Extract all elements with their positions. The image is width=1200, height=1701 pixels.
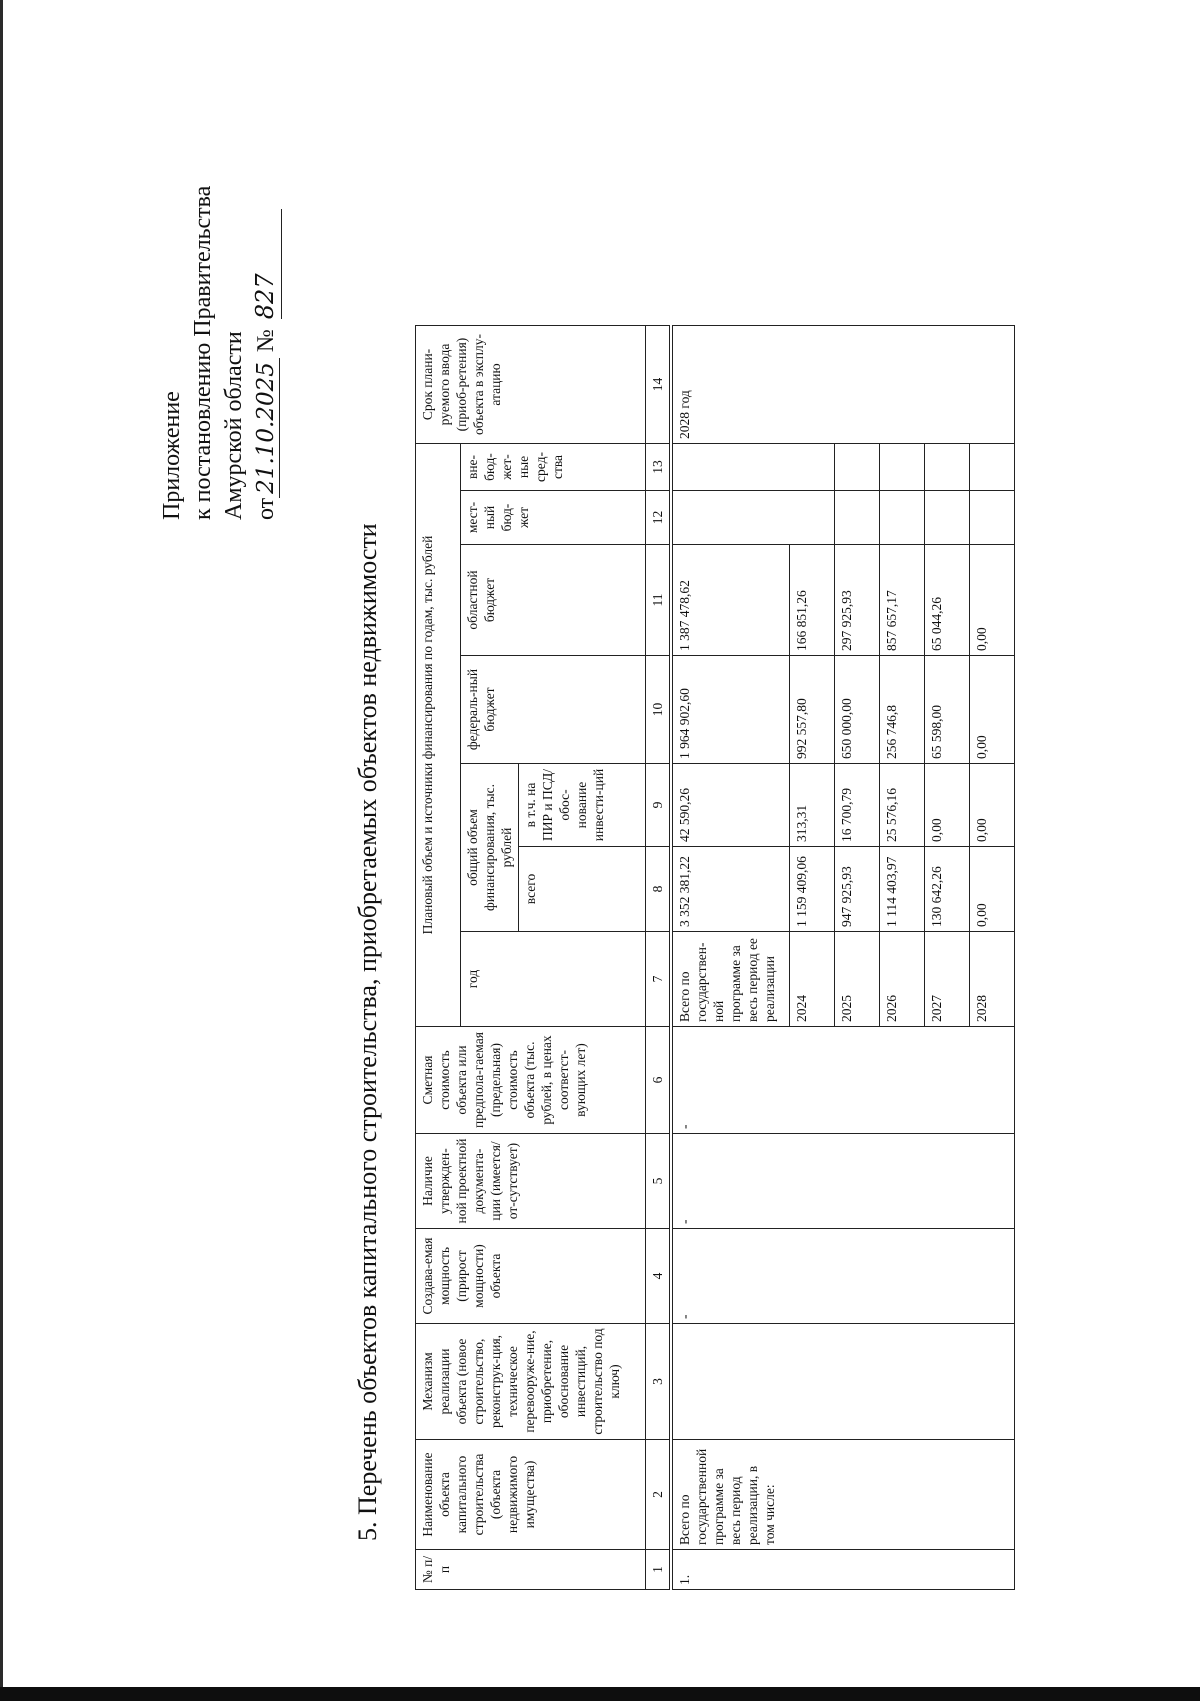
- objects-table: [415, 325, 1015, 1590]
- pir-cell: 0,00: [925, 764, 970, 847]
- year-cell: 2027: [925, 932, 970, 1027]
- extra-cell: [925, 444, 970, 491]
- header-extrabudget: вне-бюд-жет-ные сред-ства: [461, 444, 646, 491]
- column-number: 5: [646, 1134, 672, 1229]
- federal-cell: 992 557,80: [790, 656, 835, 764]
- header-total: всего: [519, 847, 646, 932]
- header-year: год: [461, 932, 646, 1027]
- federal-cell: 65 598,00: [925, 656, 970, 764]
- regional-cell: 166 851,26: [790, 545, 835, 656]
- local-cell: [835, 491, 880, 545]
- approval-line-1: к постановлению Правительства: [190, 185, 216, 520]
- pir-cell: 0,00: [970, 764, 1015, 847]
- header-regional: областной бюджет: [461, 545, 646, 656]
- row-capacity: -: [671, 1229, 1015, 1324]
- column-number: 10: [646, 656, 672, 764]
- header-local: мест-ный бюд-жет: [461, 491, 646, 545]
- header-incl-pir: в т.ч. на ПИР и ПСД/ обос-нование инвести-ций: [519, 764, 646, 847]
- pir-cell: 313,31: [790, 764, 835, 847]
- header-num: № п/п: [416, 1550, 646, 1590]
- row-cost: -: [671, 1027, 1015, 1134]
- column-number: 1: [646, 1550, 672, 1590]
- row-mechanism: [671, 1324, 1015, 1440]
- federal-cell: 256 746,8: [880, 656, 925, 764]
- total-cell: 130 642,26: [925, 847, 970, 932]
- federal-cell: 650 000,00: [835, 656, 880, 764]
- header-cost: Сметная стоимость объекта или предпола-гаемая (предельная) стоимость объекта (тыс. рублей, в ценах соответст-вующих лет): [416, 1027, 646, 1134]
- extra-cell: [671, 444, 835, 491]
- approval-date-line: [250, 100, 282, 520]
- total-cell: 947 925,93: [835, 847, 880, 932]
- total-cell: 0,00: [970, 847, 1015, 932]
- header-row-1: [416, 326, 461, 1590]
- row-docs: -: [671, 1134, 1015, 1229]
- header-docs: Наличие утвержден-ной проектной документа-ции (имеется/от-сутствует): [416, 1134, 646, 1229]
- column-number: 14: [646, 326, 672, 444]
- row-deadline: 2028 год: [671, 326, 1015, 444]
- header-federal: федераль-ный бюджет: [461, 656, 646, 764]
- column-number: 9: [646, 764, 672, 847]
- approval-block: [157, 100, 282, 520]
- pir-cell: 25 576,16: [880, 764, 925, 847]
- regional-cell: 0,00: [970, 545, 1015, 656]
- table-row: [671, 326, 790, 1590]
- column-number: 7: [646, 932, 672, 1027]
- column-number: 4: [646, 1229, 672, 1324]
- regional-cell: 297 925,93: [835, 545, 880, 656]
- total-cell: 3 352 381,22: [671, 847, 790, 932]
- year-cell: 2026: [880, 932, 925, 1027]
- pir-cell: 42 590,26: [671, 764, 790, 847]
- approval-line-2: Амурской области: [221, 331, 247, 520]
- header-name: Наименование объекта капитального строительства (объекта недвижимого имущества): [416, 1440, 646, 1550]
- regional-cell: 1 387 478,62: [671, 545, 790, 656]
- header-deadline: Срок плани-руемого ввода (приоб-ретения) объекта в эксплу-атацию: [416, 326, 646, 444]
- pir-cell: 16 700,79: [835, 764, 880, 847]
- appendix-word: Приложение: [159, 391, 185, 520]
- federal-cell: 0,00: [970, 656, 1015, 764]
- local-cell: [671, 491, 835, 545]
- extra-cell: [970, 444, 1015, 491]
- column-number-row: [646, 326, 672, 1590]
- column-number: 3: [646, 1324, 672, 1440]
- from-prefix: от: [253, 497, 279, 520]
- total-cell: 1 159 409,06: [790, 847, 835, 932]
- regional-cell: 65 044,26: [925, 545, 970, 656]
- total-cell: 1 114 403,97: [880, 847, 925, 932]
- federal-cell: 1 964 902,60: [671, 656, 790, 764]
- year-cell: 2024: [790, 932, 835, 1027]
- handwritten-date: 21.10.2025: [253, 358, 280, 498]
- column-number: 8: [646, 847, 672, 932]
- header-capacity: Создава-емая мощность (прирост мощности) объекта: [416, 1229, 646, 1324]
- extra-cell: [835, 444, 880, 491]
- local-cell: [970, 491, 1015, 545]
- header-financing-group: Плановый объем и источники финансирования по годам, тыс. рублей: [416, 444, 461, 1027]
- column-number: 13: [646, 444, 672, 491]
- header-mechanism: Механизм реализации объекта (новое строительство, реконструк-ция, техническое перевооруже-ние, приобретение, обоснование инвестиций, строительство под ключ): [416, 1324, 646, 1440]
- number-label: №: [253, 329, 279, 353]
- handwritten-number: 827: [250, 209, 282, 319]
- column-number: 11: [646, 545, 672, 656]
- extra-cell: [880, 444, 925, 491]
- document-title: 5. Перечень объектов капитального строительства, приобретаемых объектов недвижимости: [353, 523, 382, 1541]
- year-cell: 2028: [970, 932, 1015, 1027]
- local-cell: [880, 491, 925, 545]
- column-number: 12: [646, 491, 672, 545]
- local-cell: [925, 491, 970, 545]
- row-name: Всего по государственной программе за весь период реализации, в том числе:: [671, 1440, 1015, 1550]
- regional-cell: 857 657,17: [880, 545, 925, 656]
- column-number: 6: [646, 1027, 672, 1134]
- row-number: 1.: [671, 1550, 1015, 1590]
- scan-edge: [0, 1687, 1200, 1701]
- header-total-volume: общий объем финансирования, тыс. рублей: [461, 764, 519, 932]
- column-number: 2: [646, 1440, 672, 1550]
- year-cell: Всего по государствен-ной программе за весь период ее реализации: [671, 932, 790, 1027]
- year-cell: 2025: [835, 932, 880, 1027]
